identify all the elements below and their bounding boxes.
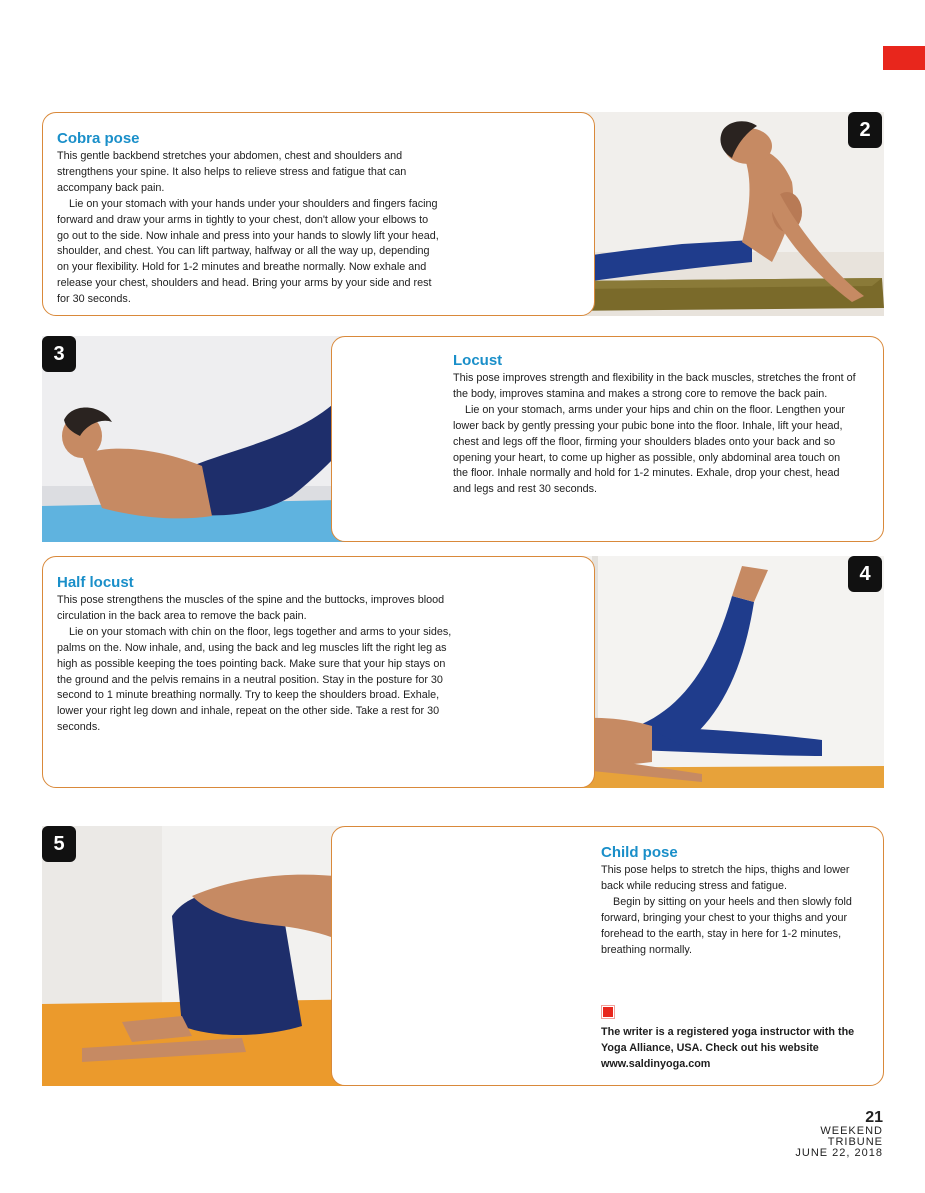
cobra-body: Lie on your stomach with your hands under your shoulders and fingers facing forward and draw your arms in tightly to your chest, don't allow your elbows to go out to the side. Now inhale and press into your hands to slowly lift your head, shoulder, and chest. You can lift partway, halfway or all the way up, depending on your flexibility. Hold for 1-2 minutes and breathe normally. Now exhale and release your chest, shoulders and head. Bring your arms by your side and rest for 30 seconds. bbox=[57, 197, 439, 306]
child-title: Child pose bbox=[601, 844, 678, 861]
step-number-badge: 4 bbox=[848, 556, 882, 592]
cobra-text bbox=[57, 130, 440, 308]
publication-name-line2: TRIBUNE bbox=[827, 1136, 883, 1148]
half-locust-text bbox=[57, 574, 457, 736]
child-intro: This pose helps to stretch the hips, thighs and lower back while reducing stress and fatigue. bbox=[601, 864, 850, 892]
locust-body: Lie on your stomach, arms under your hips and chin on the floor. Lengthen your lower back by gently pressing your pubic bone into the floor. Inhale, lift your head, chest and legs off the floor, firming your shoulders blades onto your back and so opening your heart, to come up higher as possible, only abdominal area touch on the floor. Inhale normally and hold for 1-2 minutes. Exhale, drop your chest, head and legs and rest 30 seconds. bbox=[453, 403, 845, 496]
cobra-intro: This gentle backbend stretches your abdomen, chest and shoulders and strengthens your spine. It also helps to relieve stress and fatigue that can accompany back pain. bbox=[57, 150, 407, 194]
locust-title: Locust bbox=[453, 352, 503, 369]
locust-intro: This pose improves strength and flexibility in the back muscles, stretches the front of the body, improves stamina and makes a strong core to remove the back pain. bbox=[453, 372, 856, 400]
red-corner-tab bbox=[883, 46, 925, 70]
child-text bbox=[601, 844, 863, 1073]
step-number-badge: 5 bbox=[42, 826, 76, 862]
bio-marker-icon bbox=[603, 1007, 613, 1017]
locust-text bbox=[453, 352, 858, 498]
page-folio bbox=[795, 1110, 883, 1159]
step-number-badge: 3 bbox=[42, 336, 76, 372]
half-locust-body: Lie on your stomach with chin on the floor, legs together and arms to your sides, palms on the. Now inhale, and, using the back and leg muscles lift the right leg as high as possible keeping the toes pointing back. Make sure that your hip stays on the ground and the pelvis remains in a neutral position. Stay in the posture for 30 second to 1 minute breathing normally. Try to keep the shoulders broad. Exhale, lower your right leg down and inhale, repeat on the other side. Take a rest for 30 seconds. bbox=[57, 625, 452, 734]
half-locust-title: Half locust bbox=[57, 574, 134, 591]
page-number: 21 bbox=[865, 1109, 883, 1126]
step-number-badge: 2 bbox=[848, 112, 882, 148]
half-locust-intro: This pose strengthens the muscles of the spine and the buttocks, improves blood circulation in the back area to remove the back pain. bbox=[57, 594, 445, 622]
cobra-title: Cobra pose bbox=[57, 130, 140, 147]
child-body: Begin by sitting on your heels and then slowly fold forward, bringing your chest to your thighs and your forehead to the earth, stay in here for 1-2 minutes, breathing normally. bbox=[601, 895, 852, 956]
author-bio: The writer is a registered yoga instructor with the Yoga Alliance, USA. Check out his website www.saldinyoga.com bbox=[601, 1026, 855, 1071]
issue-date: JUNE 22, 2018 bbox=[795, 1147, 883, 1159]
publication-name-line1: WEEKEND bbox=[820, 1125, 883, 1137]
